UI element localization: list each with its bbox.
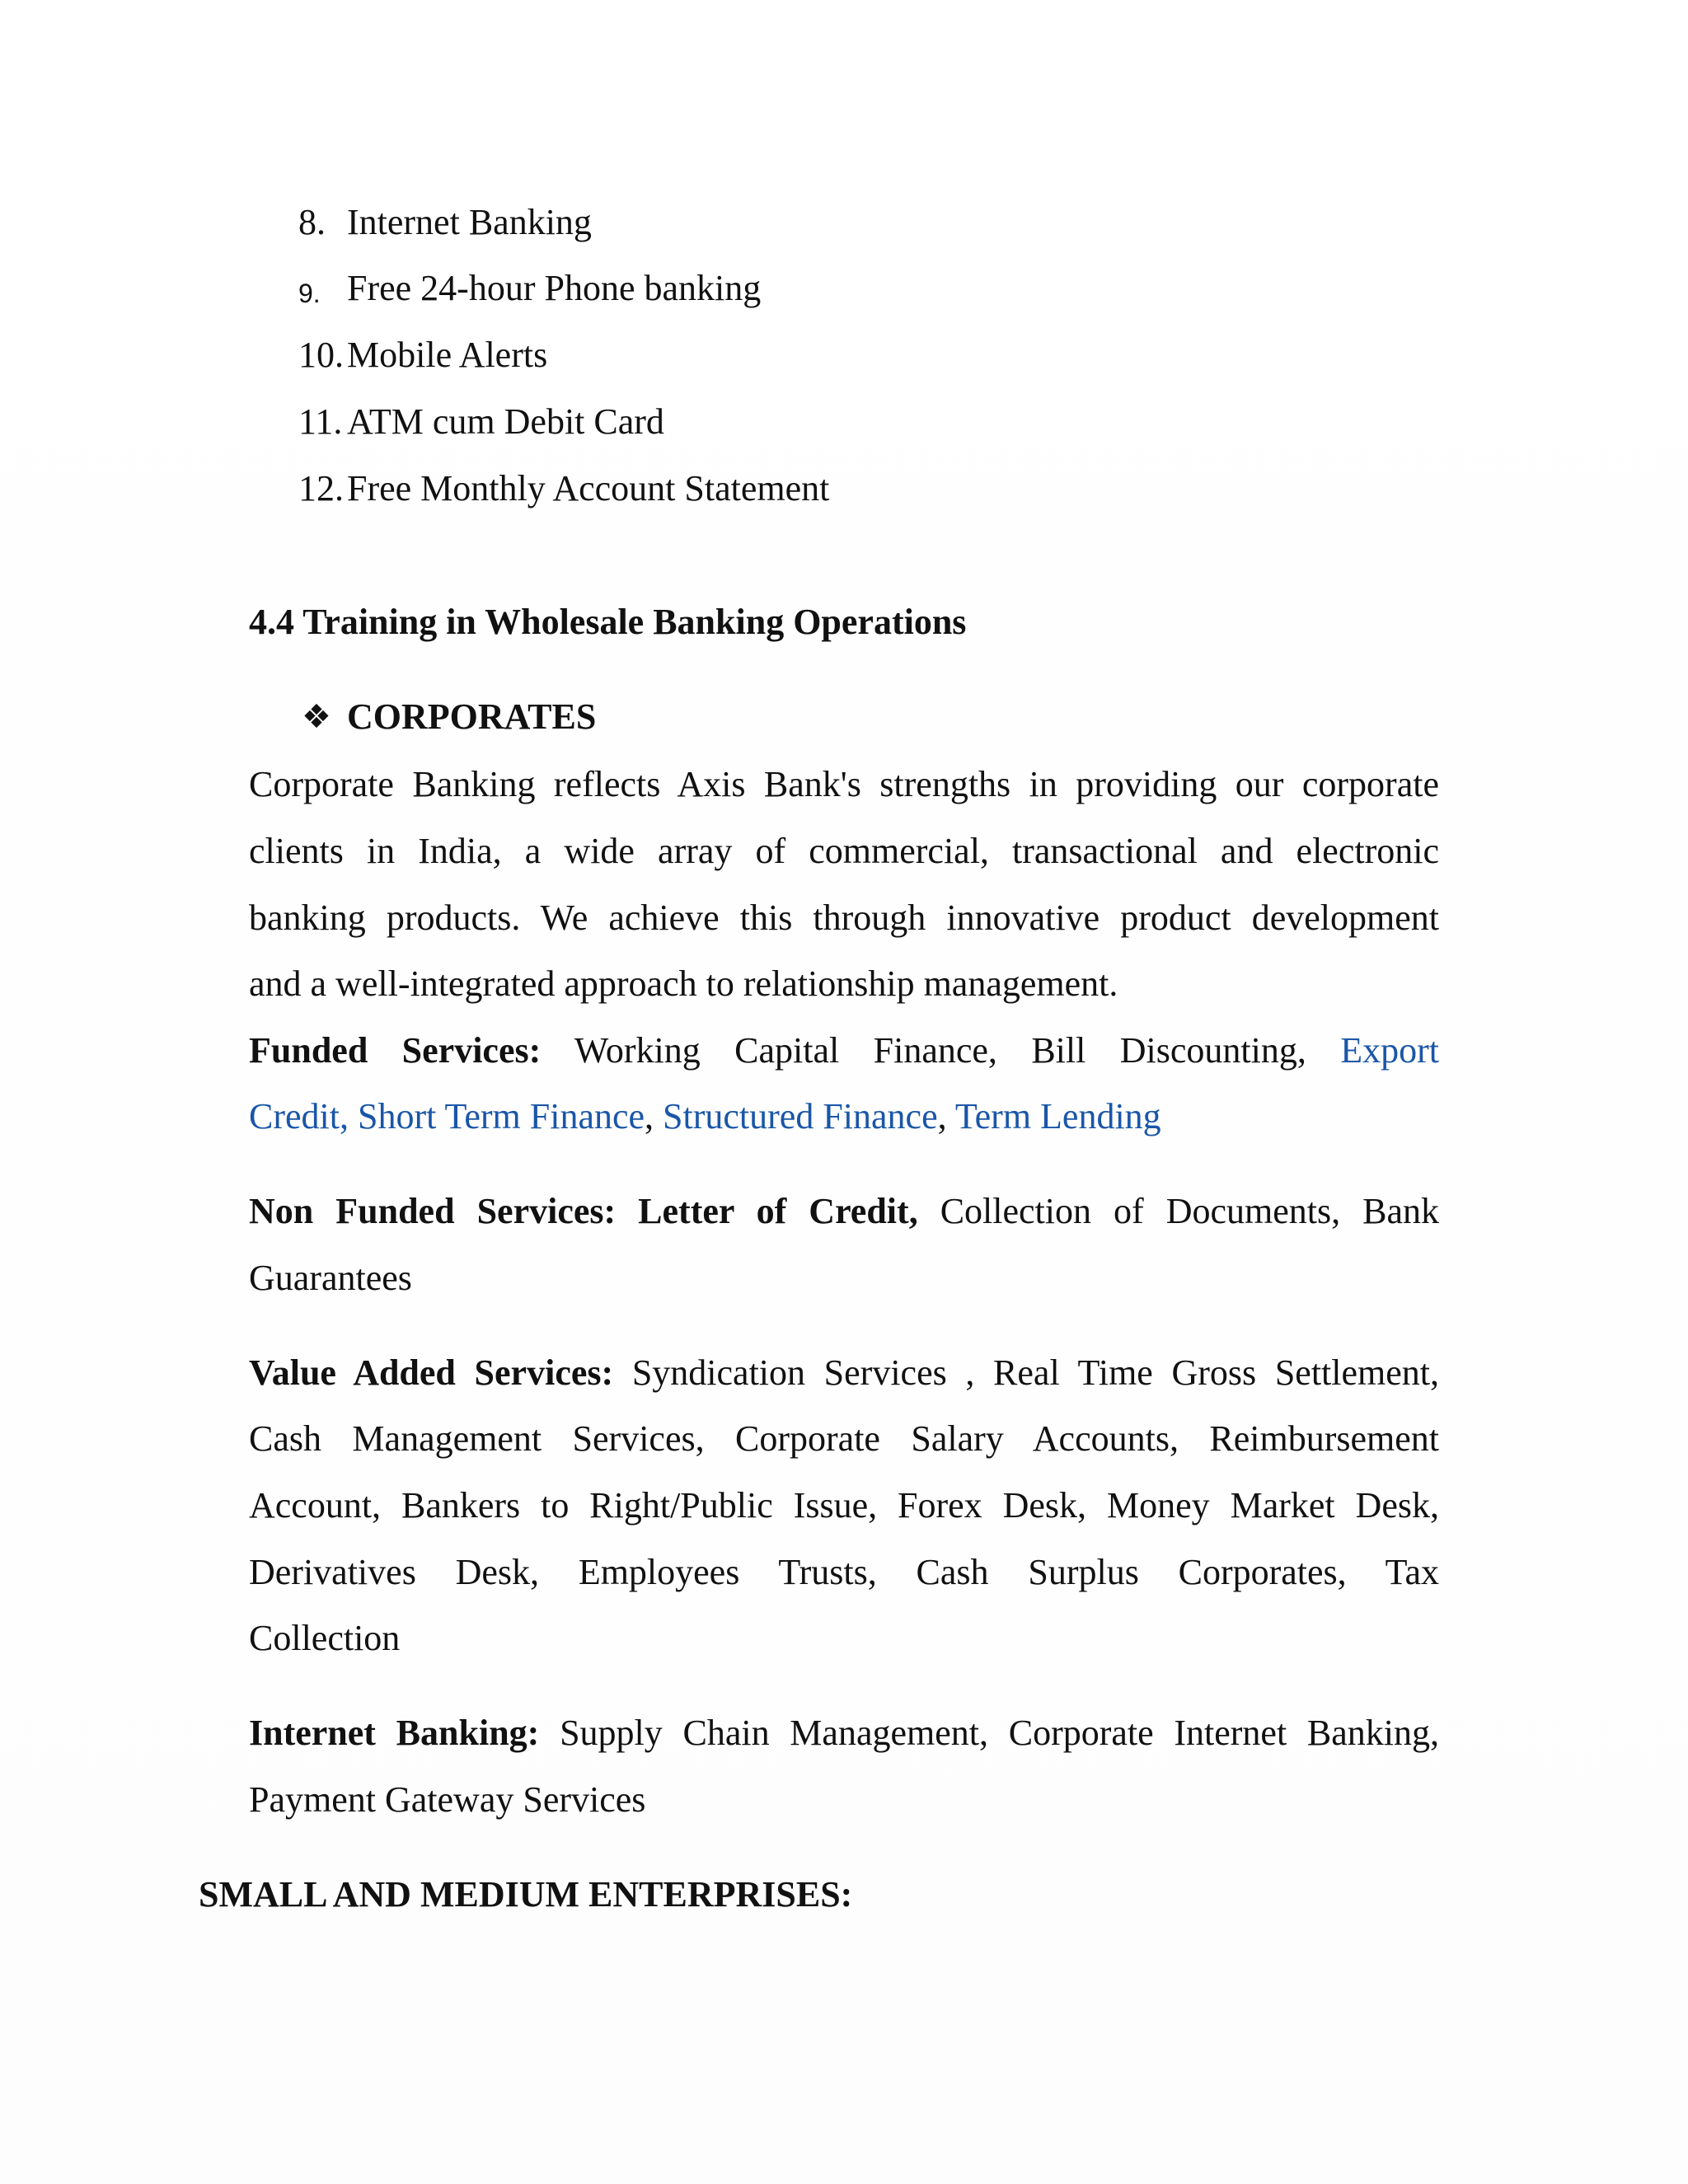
internet-banking-text: Supply Chain Management, Corporate Internet Banking, [560,1713,1440,1753]
structured-finance-link[interactable]: Structured Finance [663,1096,938,1137]
non-funded-services-line: Guarantees [249,1258,412,1298]
funded-services-label: Funded Services: [249,1030,542,1071]
internet-banking-line: Payment Gateway Services [249,1779,646,1820]
list-item: Free 24-hour Phone banking [347,268,762,308]
letter-of-credit-label: Letter of Credit, [638,1191,918,1231]
intro-line: banking products. We achieve this through innovative product development [249,898,1439,938]
non-funded-services-text: Collection of Documents, Bank [940,1191,1439,1231]
value-added-services-line: Collection [249,1618,401,1658]
value-added-services-line: Account, Bankers to Right/Public Issue, Forex Desk, Money Market Desk, [249,1485,1439,1526]
funded-services-line [249,1096,1161,1137]
value-added-services-line: Derivatives Desk, Employees Trusts, Cash Surplus Corporates, Tax [249,1552,1439,1592]
separator: , [937,1096,947,1137]
non-funded-services-line [249,1193,1439,1230]
list-item: Internet Banking [347,202,592,242]
internet-banking-line [249,1715,1439,1751]
credit-short-term-finance-link[interactable]: Credit, Short Term Finance [249,1096,645,1137]
non-funded-services-label: Non Funded Services: [249,1191,617,1231]
internet-banking-label: Internet Banking: [249,1713,540,1753]
list-number: 11. [298,401,343,442]
export-link[interactable]: Export [1340,1030,1440,1071]
list-number: 9. [298,279,321,308]
diamond-bullet-icon: ❖ [302,698,331,736]
funded-services-line [249,1030,1440,1071]
list-item: Mobile Alerts [347,335,548,375]
intro-line: and a well-integrated approach to relationship management. [249,963,1118,1004]
value-added-services-line: Cash Management Services, Corporate Salary Accounts, Reimbursement [249,1418,1439,1459]
list-number: 12. [298,468,344,509]
bullet-heading: CORPORATES [347,696,597,737]
funded-services-text: Working Capital Finance, Bill Discounting, [574,1030,1306,1071]
term-lending-link[interactable]: Term Lending [954,1096,1161,1137]
value-added-services-label: Value Added Services: [249,1352,614,1393]
intro-line: clients in India, a wide array of commercial, transactional and electronic [249,831,1439,871]
value-added-services-text: Syndication Services , Real Time Gross Settlement, [631,1352,1440,1393]
list-item: ATM cum Debit Card [347,401,664,442]
list-number: 10. [298,335,344,375]
value-added-services-line [249,1352,1440,1393]
section-heading: 4.4 Training in Wholesale Banking Operations [249,602,967,642]
list-item: Free Monthly Account Statement [347,468,830,509]
list-number: 8. [298,202,326,242]
sme-heading: SMALL AND MEDIUM ENTERPRISES: [199,1874,853,1915]
separator: , [645,1096,654,1137]
intro-line: Corporate Banking reflects Axis Bank's strengths in providing our corporate [249,764,1439,804]
